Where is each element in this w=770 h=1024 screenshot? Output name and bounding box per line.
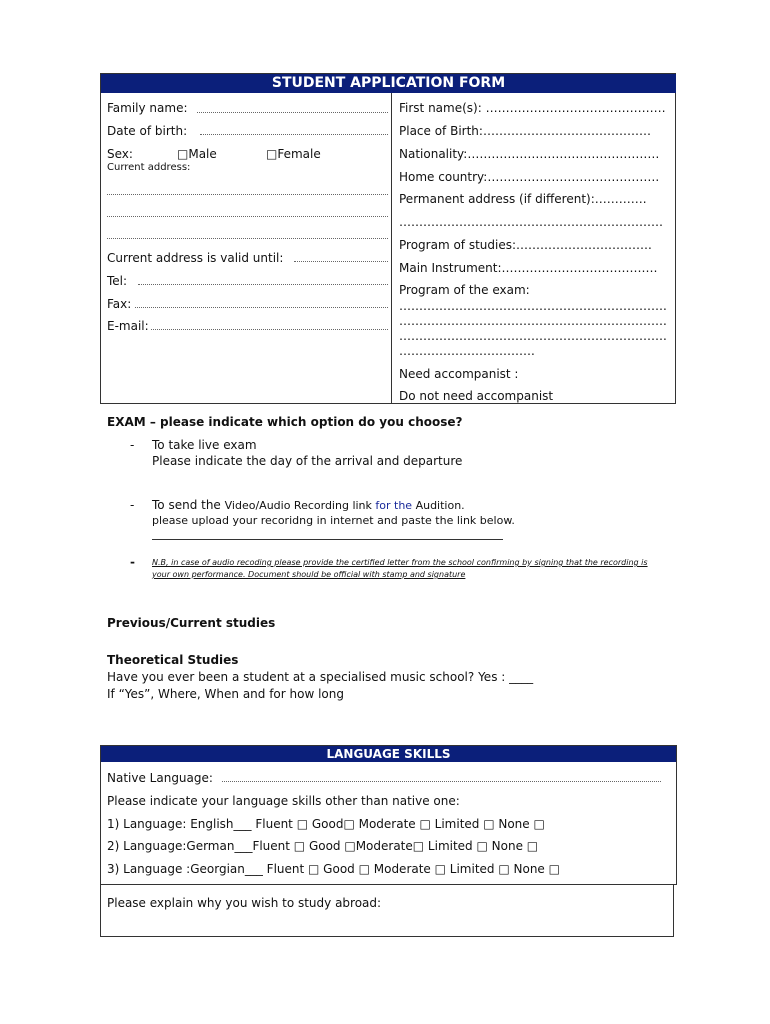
recording-link-field[interactable]: [152, 539, 503, 540]
recording-note-line-2: your own performance. Document should be official with stamp and signature: [152, 570, 466, 579]
program-exam-label: Program of the exam:: [399, 283, 530, 297]
no-accompanist-option[interactable]: Do not need accompanist: [399, 389, 554, 403]
current-address-line-1[interactable]: [107, 194, 388, 195]
sex-label: Sex:: [107, 147, 133, 161]
program-exam-line-2[interactable]: ………………………………………………………….: [399, 314, 667, 328]
exam-heading: EXAM – please indicate which option do you choose?: [107, 415, 463, 429]
previous-studies-heading: Previous/Current studies: [107, 616, 276, 630]
address-valid-until-label: Current address is valid until:: [107, 251, 284, 265]
current-address-line-2[interactable]: [107, 216, 388, 217]
place-of-birth-field[interactable]: Place of Birth:……………………………………: [399, 124, 651, 138]
recording-option-text-b: Video/Audio Recording link: [224, 499, 372, 512]
language-skills-instruction: Please indicate your language skills other than native one:: [107, 794, 460, 808]
date-of-birth-field[interactable]: [200, 134, 388, 135]
family-name-field[interactable]: [197, 112, 388, 113]
option-dash-1: -: [130, 438, 135, 452]
current-address-label: Current address:: [107, 162, 191, 173]
permanent-address-line[interactable]: …………………………………………………………: [399, 215, 663, 229]
need-accompanist-option[interactable]: Need accompanist :: [399, 367, 519, 381]
study-abroad-answer-box[interactable]: [100, 884, 674, 937]
first-names-field[interactable]: First name(s): ………………………………………: [399, 101, 666, 115]
language-skills-title: LANGUAGE SKILLS: [101, 746, 676, 762]
recording-option[interactable]: [152, 498, 465, 512]
form-title: STUDENT APPLICATION FORM: [101, 74, 676, 93]
study-abroad-label: Please explain why you wish to study abroad:: [107, 896, 382, 910]
language-row-german[interactable]: 2) Language:German___Fluent □ Good □Moderate□ Limited □ None □: [107, 839, 539, 853]
music-school-question: Have you ever been a student at a specialised music school? Yes : ____: [107, 670, 534, 684]
tel-field[interactable]: [138, 284, 388, 285]
female-checkbox[interactable]: □Female: [266, 147, 321, 161]
option-dash-2: -: [130, 498, 135, 512]
recording-note-line-1: N.B, in case of audio recoding please provide the certified letter from the school confirming by signing that the recording is: [152, 558, 648, 567]
column-divider: [391, 93, 392, 404]
note-bullet: -: [130, 555, 135, 569]
recording-instructions: please upload your recoridng in internet and paste the link below.: [152, 514, 515, 527]
native-language-field[interactable]: [222, 781, 661, 782]
program-of-studies-field[interactable]: Program of studies:…………………………….: [399, 238, 652, 252]
family-name-label: Family name:: [107, 101, 188, 115]
date-of-birth-label: Date of birth:: [107, 124, 188, 138]
nationality-field[interactable]: Nationality:…………………………………………: [399, 147, 660, 161]
male-checkbox[interactable]: □Male: [177, 147, 217, 161]
current-address-line-3[interactable]: [107, 238, 388, 239]
language-row-english[interactable]: 1) Language: English___ Fluent □ Good□ Moderate □ Limited □ None □: [107, 817, 545, 831]
program-exam-line-3[interactable]: ………………………………………………………….: [399, 329, 667, 343]
fax-label: Fax:: [107, 297, 132, 311]
tel-label: Tel:: [107, 274, 128, 288]
fax-field[interactable]: [135, 307, 388, 308]
recording-option-text-c: for the: [371, 499, 413, 512]
live-exam-instructions: Please indicate the day of the arrival and departure: [152, 454, 463, 468]
recording-option-text-d: Audition.: [412, 499, 465, 512]
language-row-georgian[interactable]: 3) Language :Georgian___ Fluent □ Good □ Moderate □ Limited □ None □: [107, 862, 560, 876]
address-valid-until-field[interactable]: [294, 261, 388, 262]
program-exam-line-4[interactable]: …………………………….: [399, 344, 535, 358]
home-country-field[interactable]: Home country:…………………………………….: [399, 170, 660, 184]
email-field[interactable]: [151, 329, 388, 330]
program-exam-line-1[interactable]: ………………………………………………………….: [399, 299, 667, 313]
music-school-details: If “Yes”, Where, When and for how long: [107, 687, 344, 701]
permanent-address-field[interactable]: Permanent address (if different):………….: [399, 192, 647, 206]
theoretical-studies-heading: Theoretical Studies: [107, 653, 239, 667]
main-instrument-field[interactable]: Main Instrument:…………………………………: [399, 261, 658, 275]
email-label: E-mail:: [107, 319, 149, 333]
recording-option-text-a: To send the: [152, 498, 225, 512]
native-language-label: Native Language:: [107, 771, 213, 785]
live-exam-option[interactable]: To take live exam: [152, 438, 257, 452]
